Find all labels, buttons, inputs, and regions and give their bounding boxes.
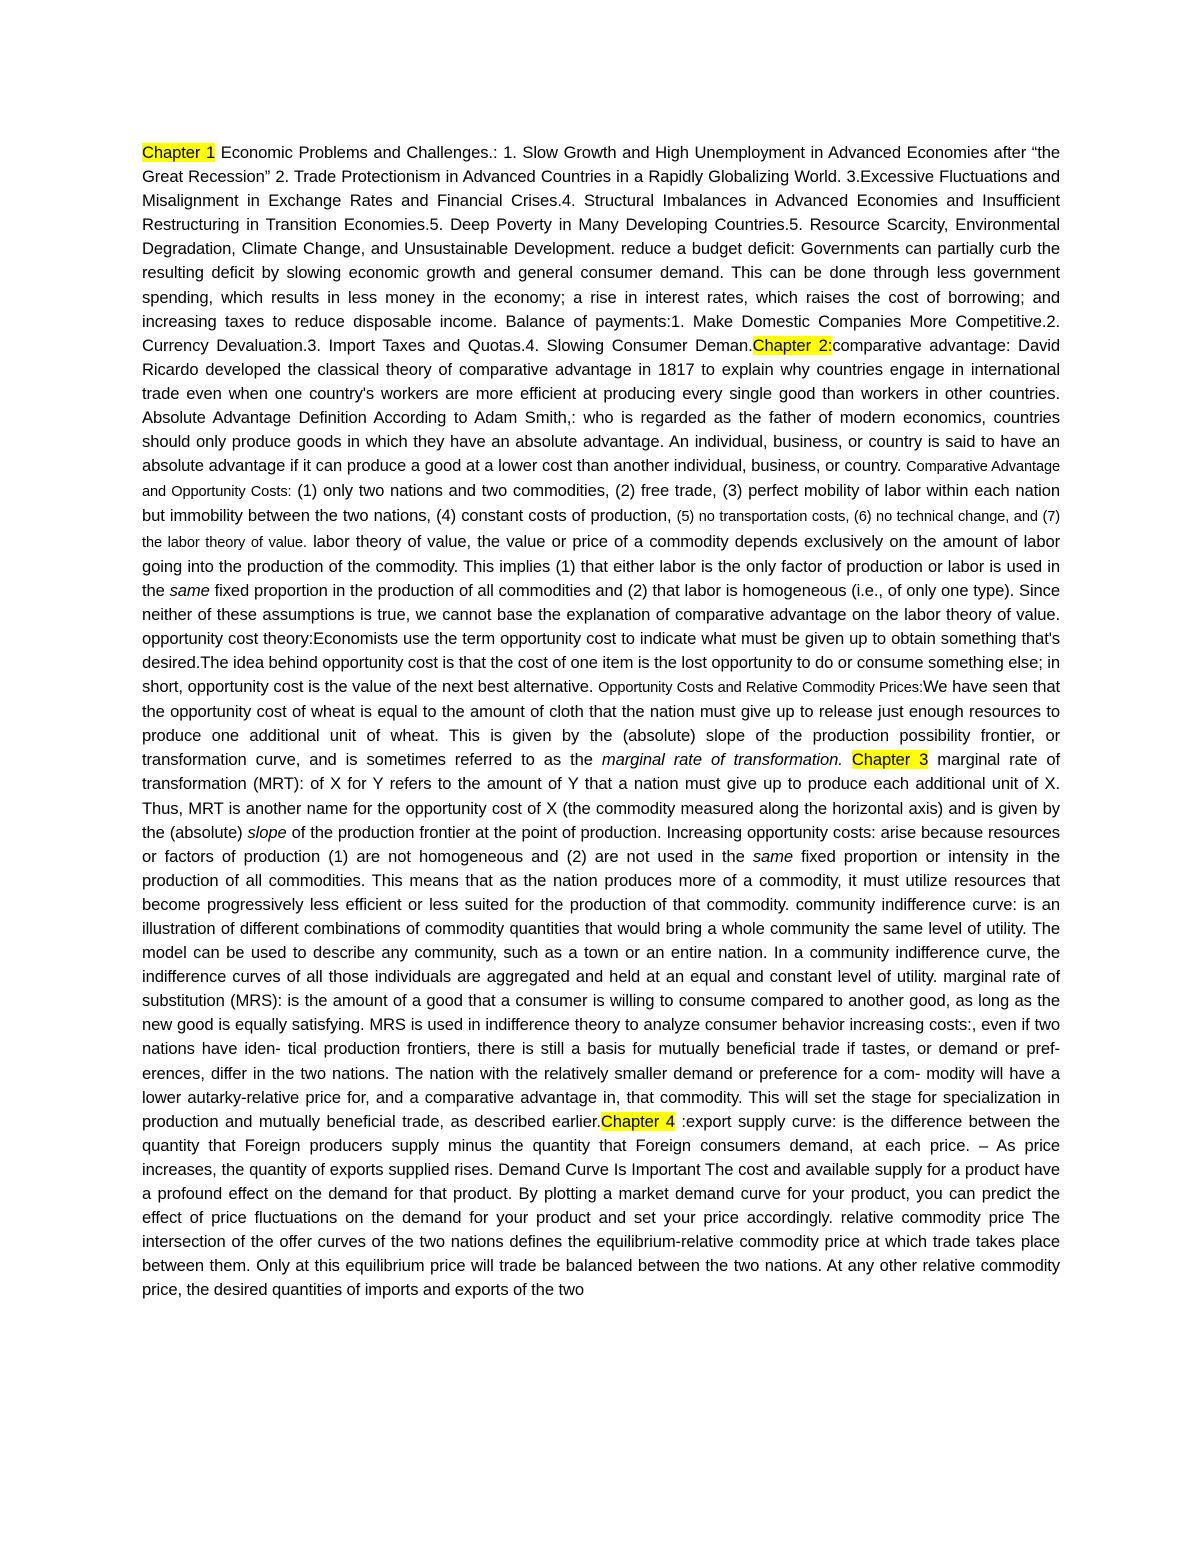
text-run: (1) only two nations and two commodities, (2) free trade, (3) perfect mobility of labor within each nation but immobility between the two nations, (4) constant costs of production, <box>142 481 1061 526</box>
chapter-heading-highlight: Chapter 1 <box>142 143 216 162</box>
text-run: We have seen that the opportunity cost of wheat is equal to the amount of cloth that the nation must give up to release just enough resources to produce one additional unit of wheat. This is given by the (absolute) slope of the production possibility frontier, or transformation curve, and is sometimes referred to as the <box>142 677 1060 770</box>
chapter-heading-highlight: Chapter 4 <box>600 1111 675 1131</box>
text-run: fixed proportion in the production of all commodities and (2) that labor is homogeneous (i.e., of only one type). Since neither of these assumptions is true, we cannot base the explanation of comparative advantage on the labor theory of value. opportunity cost theory:Economists use the term opportunity cost to indicate what must be given up to obtain something that's desired.The idea behind opportunity cost is that the cost of one item is the lost opportunity to do or consume something else; in short, opportunity cost is the value of the next best alternative. <box>142 580 1060 697</box>
text-run: :export supply curve: is the difference between the quantity that Foreign producers supply minus the quantity that Foreign consumers demand, at each price. – As price increases, the quantity of exports supplied rises. Demand Curve Is Important The cost and available supply for a product have a profound effect on the demand for that product. By plotting a market demand curve for your product, you can predict the effect of price fluctuations on the demand for your product and set your price accordingly. relative commodity price The intersection of the offer curves of the two nations defines the equilibrium-relative commodity price at which trade takes place between them. Only at this equilibrium price will trade be balanced between the two nations. At any other relative commodity price, the desired quantities of imports and exports of the two <box>142 1111 1060 1300</box>
chapter-heading-highlight: Chapter 3 <box>851 750 929 770</box>
text-run: fixed proportion or intensity in the production of all commodities. This means that as the nation produces more of a commodity, it must utilize resources that become progressively less efficient or less suited for the production of that commodity. community indifference curve: is an illustration of different combinations of commodity quantities that would bring a whole community the same level of utility. The model can be used to describe any community, such as a town or an entire nation. In a community indifference curve, the indifference curves of all those individuals are aggregated and held at an equal and constant level of utility. marginal rate of substitution (MRS): is the amount of a good that a consumer is willing to consume compared to another good, as long as the new good is equally satisfying. MRS is used in indifference theory to analyze consumer behavior increasing costs:, even if two nations have iden- tical production frontiers, there is still a basis for mutually beneficial trade if tastes, or demand or pref- erences, differ in the two nations. The nation with the relatively smaller demand or preference for a com- modity will have a lower autarky-relative price for, and a comparative advantage in, that commodity. This will set the stage for specialization in production and mutually beneficial trade, as described earlier. <box>142 846 1060 1131</box>
chapter-heading-highlight: Chapter 2: <box>752 335 833 355</box>
text-run: of the production frontier at the point of production. Increasing opportunity costs: arise because resources or factors of production (1) are not homogeneous and (2) are not used in the <box>142 822 1060 866</box>
text-run: marginal rate of transformation (MRT): of X for Y refers to the amount of Y that a nation must give up to produce each additional unit of X. Thus, MRT is another name for the opportunity cost of X (the commodity measured along the horizontal axis) and is given by the (absolute) <box>142 750 1061 842</box>
text-run: Economic Problems and Challenges.: 1. Slow Growth and High Unemployment in Advanced Economies after “the Great Recession” 2. Trade Protectionism in Advanced Countries in a Rapidly Globalizing World. 3.Excessive Fluctuations and Misalignment in Exchange Rates and Financial Crises.4. Structural Imbalances in Advanced Economies and Insufficient Restructuring in Transition Economies.5. Deep Poverty in Many Developing Countries.5. Resource Scarcity, Environmental Degradation, Climate Change, and Unsustainable Development. reduce a budget deficit: Governments can partially curb the resulting deficit by slowing economic growth and general consumer demand. This can be done through less government spending, which results in less money in the economy; a rise in interest rates, which raises the cost of borrowing; and increasing taxes to reduce disposable income. Balance of payments:1. Make Domestic Companies More Competitive.2. Currency Devaluation.3. Import Taxes and Quotas.4. Slowing Consumer Deman. <box>142 143 1060 355</box>
italic-term: same <box>752 846 794 866</box>
small-text-run: Comparative Advantage and Opportunity Costs: <box>142 459 1060 501</box>
small-text-run: (5) no transportation costs, (6) no technical change, and (7) the labor theory of value. <box>142 509 1060 551</box>
italic-term: same <box>169 580 210 600</box>
small-text-run: Opportunity Costs and Relative Commodity Prices: <box>598 680 923 697</box>
text-run <box>843 750 852 769</box>
italic-term: marginal rate of transformation. <box>601 750 843 770</box>
text-run: labor theory of value, the value or price of a commodity depends exclusively on the amount of labor going into the production of the commodity. This implies (1) that either labor is the only factor of production or labor is used in the <box>142 531 1060 600</box>
italic-term: slope <box>247 822 287 842</box>
text-run: comparative advantage: David Ricardo developed the classical theory of comparative advantage in 1817 to explain why countries engage in international trade even when one country's workers are more efficient at producing every single good than workers in other countries. Absolute Advantage Definition According to Adam Smith,: who is regarded as the father of modern economics, countries should only produce goods in which they have an absolute advantage. An individual, business, or country is said to have an absolute advantage if it can produce a good at a lower cost than another individual, business, or country. <box>142 335 1060 476</box>
document-body-text <box>142 141 1060 1303</box>
